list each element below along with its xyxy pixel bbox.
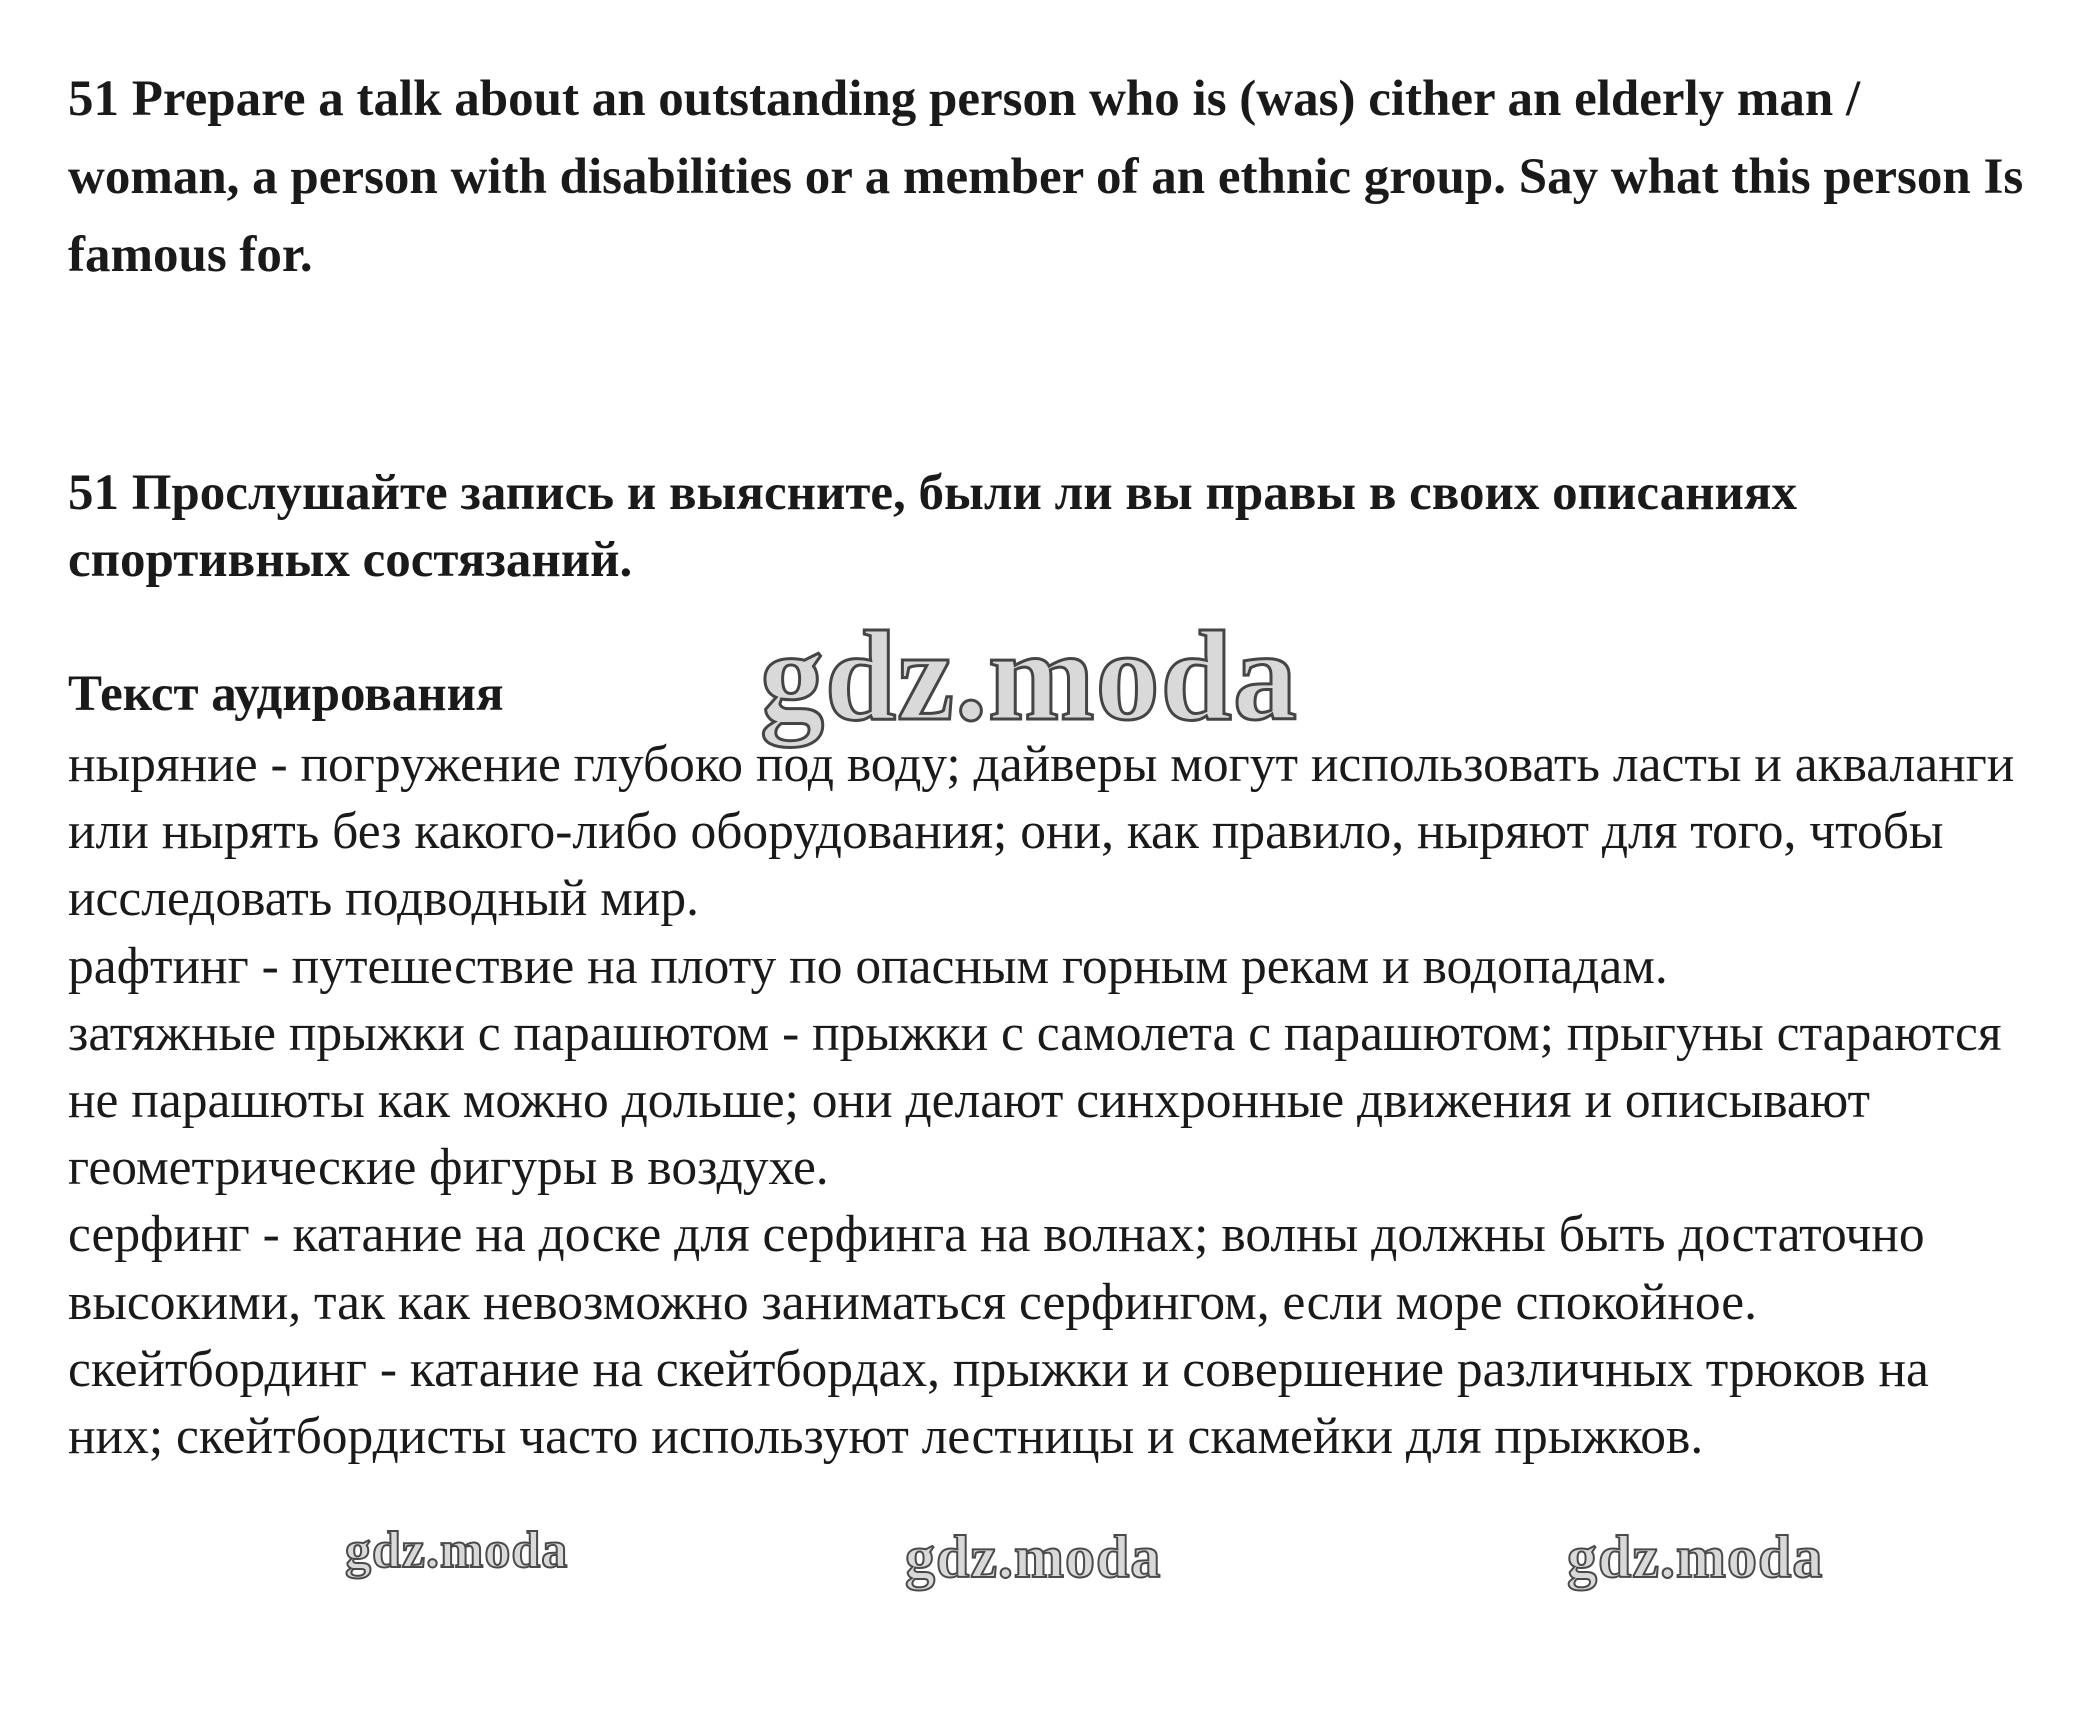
watermark-small-center: gdz.moda (905, 1524, 1162, 1590)
transcript-body (68, 731, 2028, 1470)
paragraph-surfing: серфинг - катание на доске для серфинга на волнах; волны должны быть достаточно высокими, так как невозможно заниматься серфингом, если море спокойное. (68, 1206, 1925, 1331)
paragraph-skateboarding: скейтбординг - катание на скейтбордах, прыжки и совершение различных трюков на них; скейтбордисты часто используют лестницы и скамейки для прыжков. (68, 1340, 1929, 1466)
paragraph-skydiving: затяжные прыжки с парашютом - прыжки с самолета с парашютом; прыгуны стараются не парашюты как можно дольше; они делают синхронные движения и описывают геометрические фигуры в воздухе. (68, 1004, 2002, 1197)
watermark-small-left: gdz.moda (345, 1522, 569, 1579)
transcript-heading: Текст аудирования (68, 666, 504, 722)
task-russian: 51 Прослушайте запись и выясните, были ли вы правы в своих описаниях спортивных состязаний. (68, 465, 1797, 588)
paragraph-rafting: рафтинг - путешествие на плоту по опасным горным рекам и водопадам. (68, 937, 1668, 995)
watermark-large: gdz.moda (760, 605, 1298, 747)
task-english: 51 Prepare a talk about an outstanding person who is (was) cither an elderly man / woman, a person with disabilities or a member of an ethnic group. Say what this person Is famous for. (68, 71, 2024, 283)
paragraph-diving: ныряние - погружение глубоко под воду; дайверы могут использовать ласты и акваланги или нырять без какого-либо оборудования; они, как правило, ныряют для того, чтобы исследовать подводный мир. (68, 736, 2015, 928)
watermark-small-right: gdz.moda (1567, 1524, 1824, 1590)
